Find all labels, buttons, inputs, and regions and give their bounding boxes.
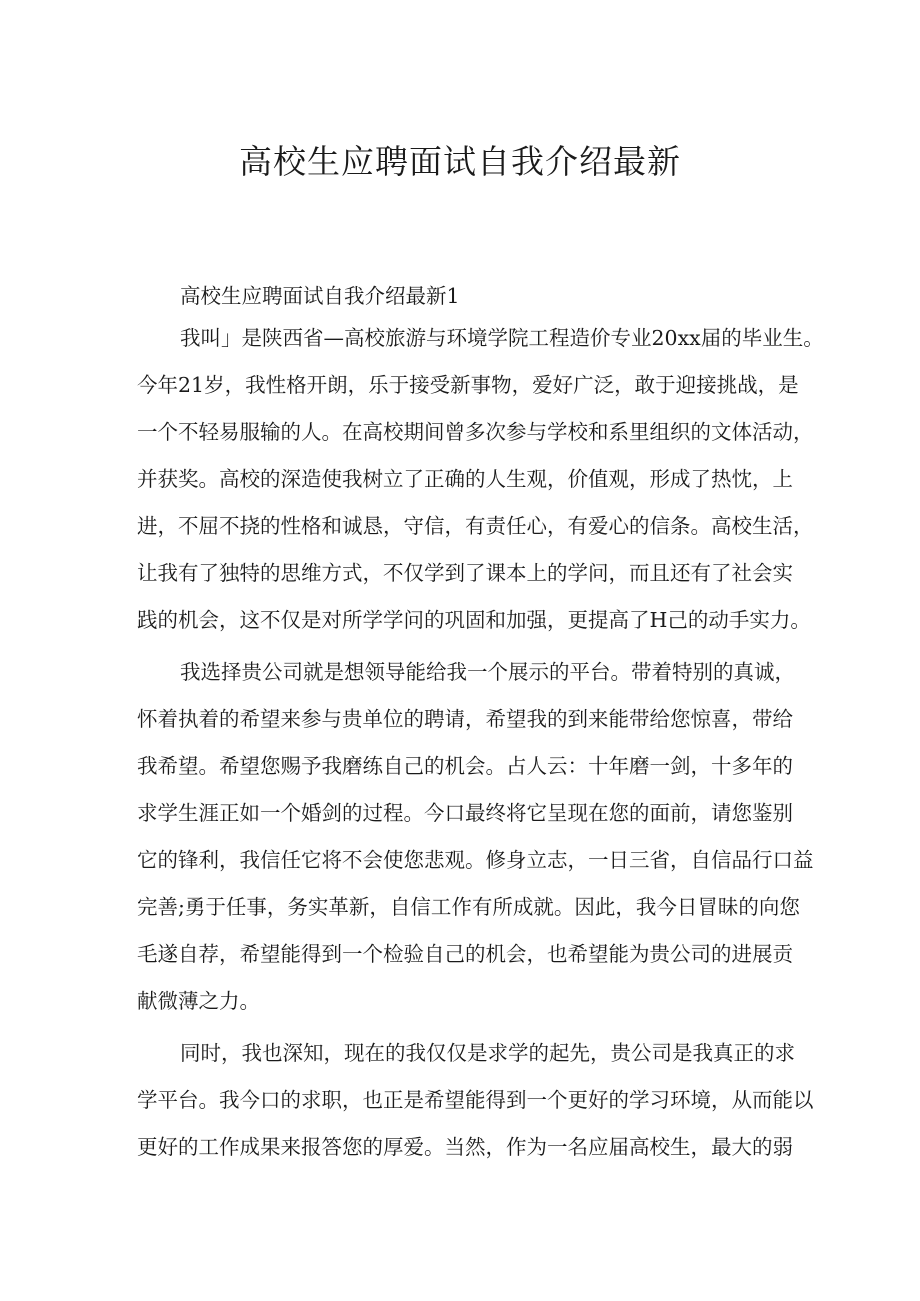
paragraph-1-line-1: 我叫」是陕西省—高校旅游与环境学院工程造价专业20xx届的毕业生。 xyxy=(180,326,824,350)
paragraph-2-line-2: 怀着执着的希望来参与贵单位的聘请，希望我的到来能带给您惊喜，带给 xyxy=(137,707,793,731)
document-title: 高校生应聘面试自我介绍最新 xyxy=(239,142,681,181)
paragraph-2-line-3: 我希望。希望您赐予我磨练自己的机会。占人云：十年磨一剑，十多年的 xyxy=(137,754,793,778)
paragraph-3-line-2: 学平台。我今口的求职，也正是希望能得到一个更好的学习环境，从而能以 xyxy=(137,1088,814,1112)
paragraph-1-line-7: 践的机会，这不仅是对所学学问的巩固和加强，更提高了H己的动手实力。 xyxy=(137,608,811,632)
paragraph-2-line-4: 求学生涯正如一个婚剑的过程。今口最终将它呈现在您的面前，请您鉴别 xyxy=(137,801,793,825)
section-heading: 高校生应聘面试自我介绍最新1 xyxy=(180,284,460,308)
paragraph-1-line-4: 并获奖。高校的深造使我树立了正确的人生观，价值观，形成了热忱，上 xyxy=(137,467,793,491)
paragraph-1-line-6: 让我有了独特的思维方式，不仅学到了课本上的学问，而且还有了社会实 xyxy=(137,561,793,585)
paragraph-2-line-7: 毛遂自荐，希望能得到一个检验自己的机会，也希望能为贵公司的进展贡 xyxy=(137,942,793,966)
paragraph-2-line-8: 献微薄之力。 xyxy=(137,989,260,1013)
paragraph-2-line-6: 完善;勇于任事，务实革新，自信工作有所成就。因此，我今日冒昧的向您 xyxy=(137,895,800,919)
paragraph-1-line-5: 进，不屈不挠的性格和诚恳，守信，有责任心，有爱心的信条。高校生活， xyxy=(137,514,814,538)
paragraph-2-line-5: 它的锋利，我信任它将不会使您悲观。修身立志，一日三省，自信品行口益 xyxy=(137,848,814,872)
paragraph-1-line-2: 今年21岁，我性格开朗，乐于接受新事物，爱好广泛，敢于迎接挑战，是 xyxy=(137,373,799,397)
paragraph-1-line-3: 一个不轻易服输的人。在高校期间曾多次参与学校和系里组织的文体活动， xyxy=(137,420,814,444)
paragraph-3-line-3: 更好的工作成果来报答您的厚爱。当然，作为一名应届高校生，最大的弱 xyxy=(137,1135,793,1159)
paragraph-3-line-1: 同时，我也深知，现在的我仅仅是求学的起先，贵公司是我真正的求 xyxy=(180,1041,795,1065)
paragraph-2-line-1: 我选择贵公司就是想领导能给我一个展示的平台。带着特别的真诚， xyxy=(180,660,795,684)
